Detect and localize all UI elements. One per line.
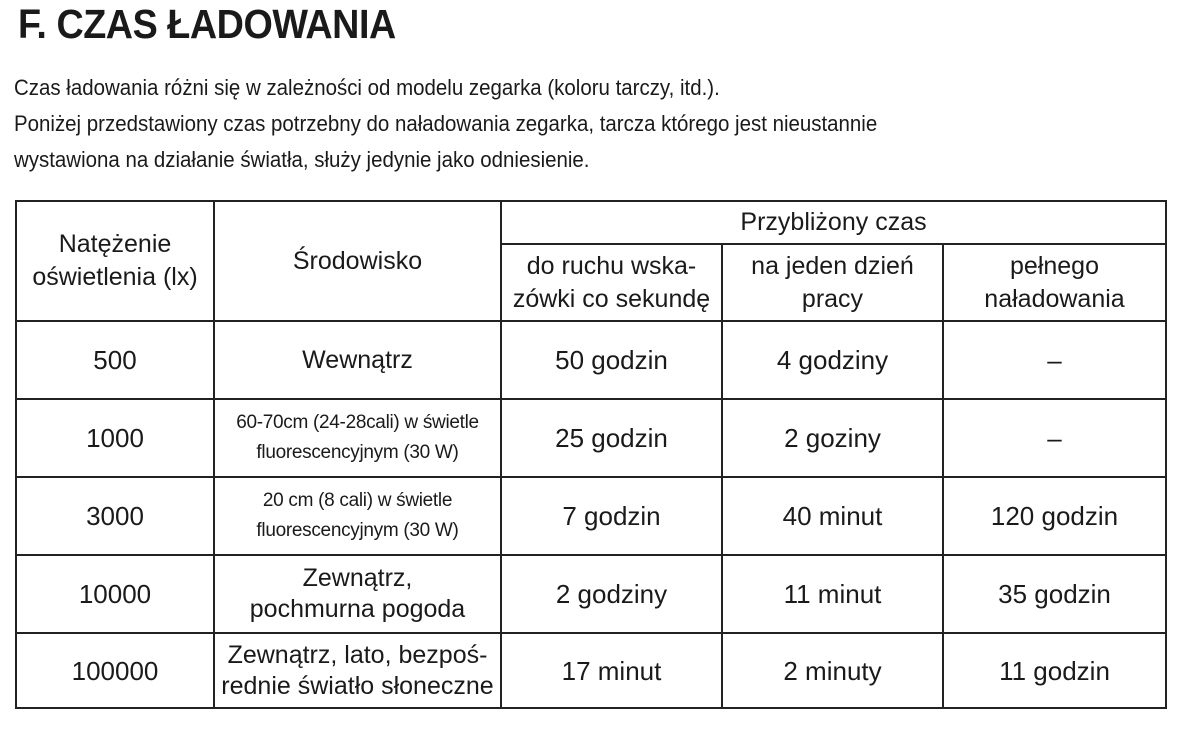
header-environment: Środowisko bbox=[214, 201, 501, 321]
cell-environment bbox=[214, 633, 501, 708]
cell-second-hand: 7 godzin bbox=[501, 477, 722, 555]
table-row bbox=[16, 399, 1166, 477]
header-one-day bbox=[722, 244, 943, 321]
cell-environment bbox=[214, 399, 501, 477]
cell-environment-line-1: 60-70cm (24-28cali) w świetle bbox=[236, 412, 479, 433]
cell-lux: 1000 bbox=[16, 399, 214, 477]
cell-environment-line-1: Wewnątrz bbox=[302, 345, 413, 374]
cell-environment-line-2: fluorescencyjnym (30 W) bbox=[256, 520, 459, 541]
header-full-charge-line-2: naładowania bbox=[984, 284, 1125, 313]
header-full-charge bbox=[943, 244, 1166, 321]
header-second-hand-line-2: zówki co sekundę bbox=[512, 284, 711, 313]
table-row bbox=[16, 555, 1166, 633]
header-illuminance-line-2: oświetlenia (lx) bbox=[32, 263, 198, 291]
intro-line-2: Poniżej przedstawiony czas potrzebny do naładowania zegarka, tarcza którego jest nieustannie bbox=[14, 111, 878, 136]
cell-second-hand: 2 godziny bbox=[501, 555, 722, 633]
cell-environment bbox=[214, 477, 501, 555]
intro-line-3: wystawiona na działanie światła, służy jedynie jako odniesienie. bbox=[14, 147, 590, 172]
header-second-hand-line-1: do ruchu wska- bbox=[526, 251, 697, 280]
header-illuminance bbox=[16, 201, 214, 321]
cell-environment-line-2: fluorescencyjnym (30 W) bbox=[256, 442, 459, 463]
section-heading: F. CZAS ŁADOWANIA bbox=[18, 1, 396, 47]
header-illuminance-line-1: Natężenie bbox=[58, 230, 172, 258]
cell-environment-line-2: pochmurna pogoda bbox=[249, 595, 466, 623]
cell-lux: 10000 bbox=[16, 555, 214, 633]
cell-full-charge: 120 godzin bbox=[943, 477, 1166, 555]
cell-one-day: 2 goziny bbox=[722, 399, 943, 477]
intro-text bbox=[14, 70, 1184, 178]
cell-environment-line-1: Zewnątrz, lato, bezpoś- bbox=[227, 640, 488, 669]
cell-lux: 500 bbox=[16, 321, 214, 399]
cell-second-hand: 17 minut bbox=[501, 633, 722, 708]
cell-environment-line-1: 20 cm (8 cali) w świetle bbox=[262, 490, 453, 511]
table-row bbox=[16, 321, 1166, 399]
cell-one-day: 11 minut bbox=[722, 555, 943, 633]
cell-environment-line-2: rednie światło słoneczne bbox=[221, 671, 494, 700]
table-row bbox=[16, 477, 1166, 555]
cell-second-hand: 50 godzin bbox=[501, 321, 722, 399]
cell-full-charge: 11 godzin bbox=[943, 633, 1166, 708]
cell-environment bbox=[214, 555, 501, 633]
cell-lux: 100000 bbox=[16, 633, 214, 708]
header-full-charge-line-1: pełnego bbox=[1010, 251, 1099, 280]
cell-one-day: 2 minuty bbox=[722, 633, 943, 708]
header-one-day-line-1: na jeden dzień bbox=[751, 251, 914, 280]
table-row bbox=[16, 633, 1166, 708]
cell-one-day: 4 godziny bbox=[722, 321, 943, 399]
cell-one-day: 40 minut bbox=[722, 477, 943, 555]
cell-lux: 3000 bbox=[16, 477, 214, 555]
cell-full-charge: 35 godzin bbox=[943, 555, 1166, 633]
header-one-day-line-2: pracy bbox=[801, 284, 864, 313]
intro-line-1: Czas ładowania różni się w zależności od modelu zegarka (koloru tarczy, itd.). bbox=[14, 75, 720, 100]
cell-full-charge: – bbox=[943, 321, 1166, 399]
cell-environment bbox=[214, 321, 501, 399]
charging-time-table bbox=[15, 200, 1167, 709]
cell-full-charge: – bbox=[943, 399, 1166, 477]
cell-second-hand: 25 godzin bbox=[501, 399, 722, 477]
cell-environment-line-1: Zewnątrz, bbox=[302, 564, 413, 592]
header-approx-time: Przybliżony czas bbox=[501, 201, 1166, 244]
header-second-hand bbox=[501, 244, 722, 321]
